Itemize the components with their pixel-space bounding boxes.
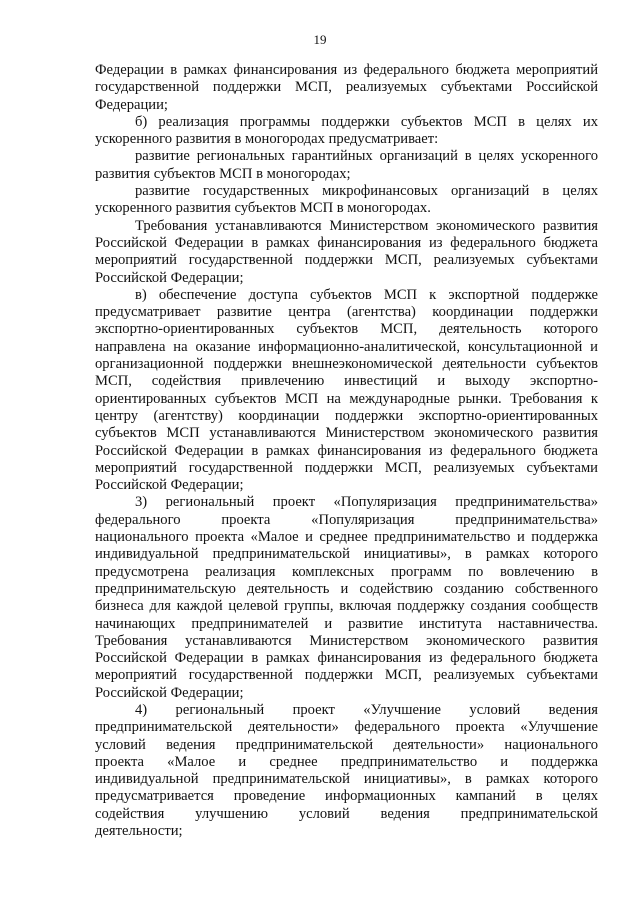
text-line: национального проекта «Малое и среднее предпринимательство и поддержка — [95, 529, 598, 546]
text-line: предпринимательскую деятельность и содействию созданию собственного — [95, 580, 598, 597]
text-line: МСП, содействия привлечению инвестиций и выходу экспортно- — [95, 373, 598, 390]
text-line: индивидуальной предпринимательской инициативы», в рамках которого — [95, 771, 598, 788]
text-line: Федерации в рамках финансирования из федерального бюджета мероприятий — [95, 62, 598, 78]
text-line: мероприятий государственной поддержки МСП, реализуемых субъектами — [95, 459, 598, 476]
text-line: предусматривается проведение информационных кампаний в целях — [95, 788, 598, 805]
text-line: начинающих предпринимателей и развитие института наставничества. — [95, 615, 598, 632]
text-line: условий ведения предпринимательской деятельности» национального — [95, 736, 598, 753]
text-line: в) обеспечение доступа субъектов МСП к экспортной поддержке — [135, 286, 598, 303]
text-line: ускоренного развития в моногородах предусматривает: — [95, 131, 439, 148]
text-line: Российской Федерации в рамках финансирования из федерального бюджета — [95, 650, 598, 667]
text-line: предусмотрена реализация комплексных программ по вовлечению в — [95, 563, 598, 580]
text-line: 3) региональный проект «Популяризация предпринимательства» — [135, 494, 598, 511]
text-line: предусматривает развитие центра (агентства) координации поддержки — [95, 304, 598, 321]
text-line: б) реализация программы поддержки субъектов МСП в целях их — [135, 113, 598, 130]
text-line: центру (агентству) координации поддержки экспортно-ориентированных — [95, 407, 598, 424]
text-line: бизнеса для каждой целевой группы, включая поддержку создания сообществ — [95, 598, 598, 615]
text-line: мероприятий государственной поддержки МСП, реализуемых субъектами — [95, 252, 598, 269]
text-line: Требования устанавливаются Министерством экономического развития — [135, 217, 598, 234]
text-line: направлена на оказание информационно-аналитической, консультационной и — [95, 338, 598, 355]
text-line: проекта «Малое и среднее предпринимательство и поддержка — [95, 753, 598, 770]
text-line: Федерации; — [95, 96, 168, 113]
text-line: ориентированных субъектов МСП на международные рынки. Требования к — [95, 390, 598, 407]
text-line: экспортно-ориентированных субъектов МСП, деятельность которого — [95, 321, 598, 338]
document-body — [95, 62, 598, 840]
text-line: ускоренного развития субъектов МСП в моногородах. — [95, 200, 431, 217]
text-line: организационной поддержки внешнеэкономической деятельности субъектов — [95, 356, 598, 373]
page-number: 19 — [313, 32, 327, 47]
text-line: деятельности; — [95, 823, 183, 840]
text-line: мероприятий государственной поддержки МСП, реализуемых субъектами — [95, 667, 598, 684]
text-line: содействия улучшению условий ведения предпринимательской — [95, 805, 598, 822]
text-line: государственной поддержки МСП, реализуемых субъектами Российской — [95, 79, 598, 96]
text-line: Требования устанавливаются Министерством экономического развития — [95, 632, 598, 649]
text-line: Российской Федерации в рамках финансирования из федерального бюджета — [95, 234, 598, 251]
text-line: федерального проекта «Популяризация предпринимательства» — [95, 511, 598, 528]
text-line: развитие региональных гарантийных организаций в целях ускоренного — [135, 148, 598, 165]
text-line: Российской Федерации; — [95, 684, 244, 701]
text-line: Российской Федерации; — [95, 269, 244, 286]
text-line: субъектов МСП устанавливаются Министерством экономического развития — [95, 425, 598, 442]
text-line: развития субъектов МСП в моногородах; — [95, 165, 351, 182]
text-line: Российской Федерации; — [95, 477, 244, 494]
text-line: предпринимательской деятельности» федерального проекта «Улучшение — [95, 719, 598, 736]
text-line: индивидуальной предпринимательской инициативы», в рамках которого — [95, 546, 598, 563]
text-line: развитие государственных микрофинансовых организаций в целях — [135, 183, 598, 200]
text-line: 4) региональный проект «Улучшение условий ведения — [135, 701, 598, 718]
text-line: Российской Федерации в рамках финансирования из федерального бюджета — [95, 442, 598, 459]
